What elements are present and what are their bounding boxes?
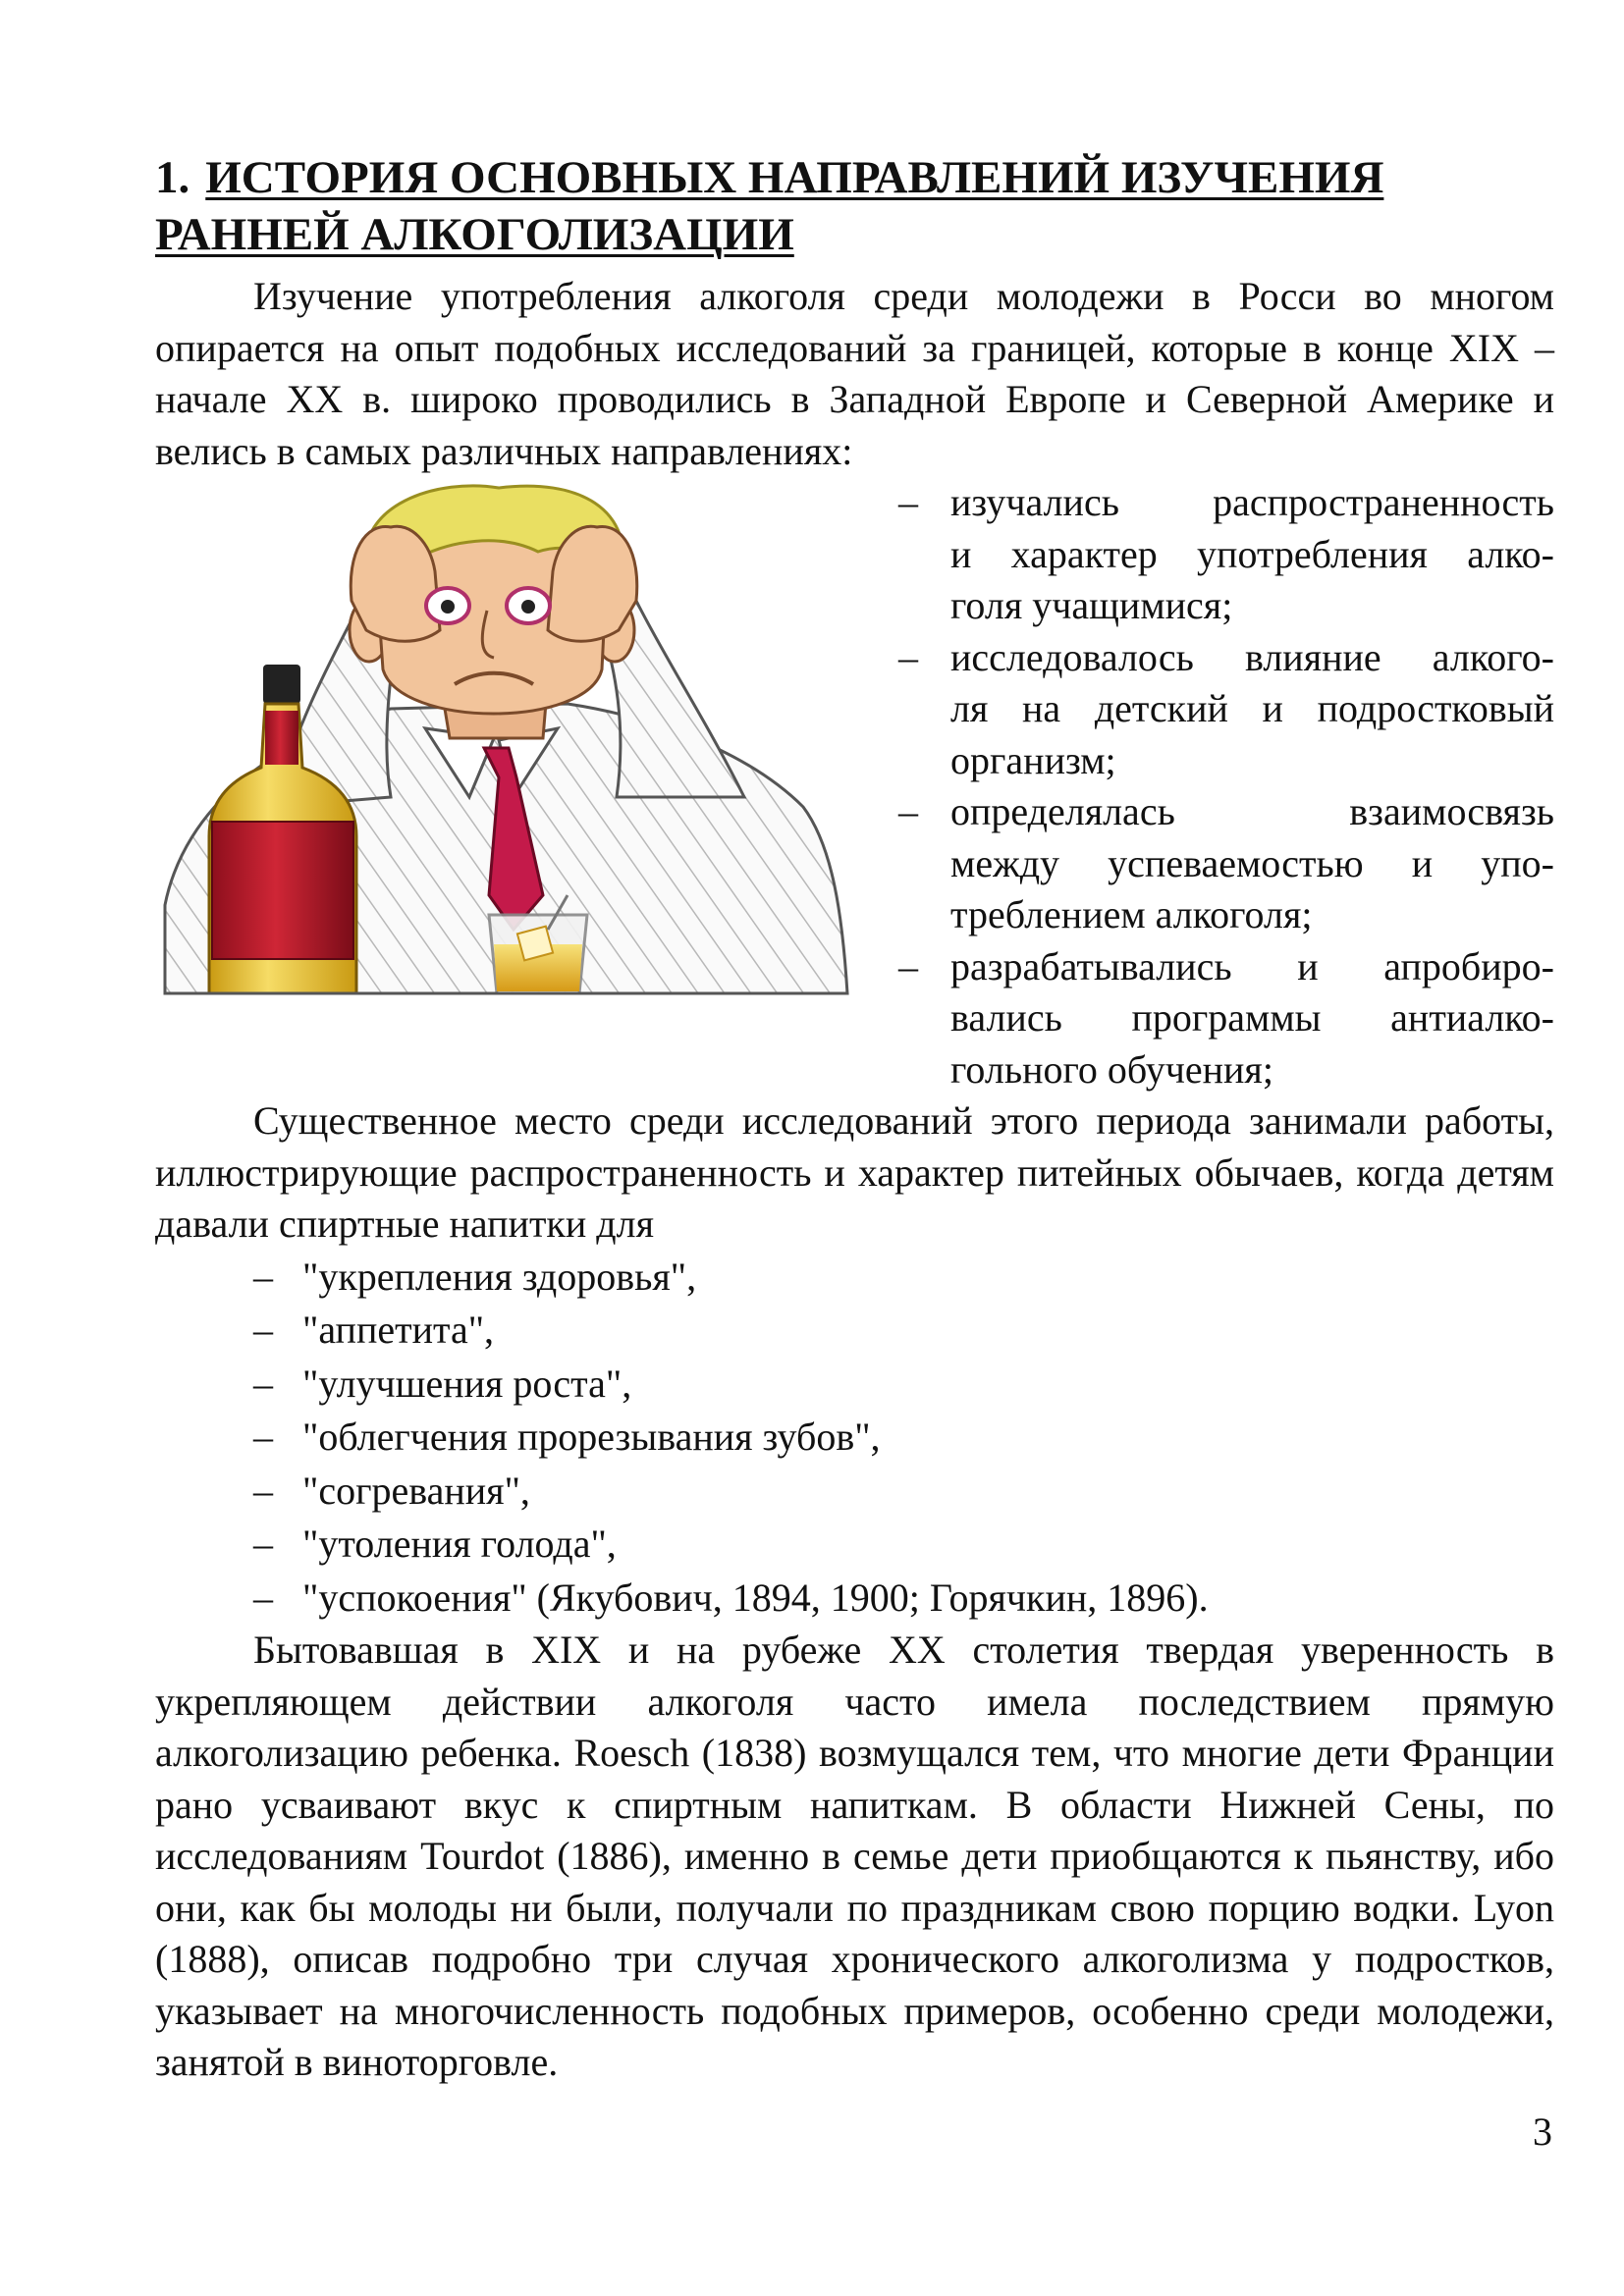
list-item: – "облегчения прорезывания зубов", (253, 1411, 1554, 1465)
list-item: – разрабатывались и апробиро- вались программы антиалко- гольного обучения; (887, 941, 1554, 1096)
list-item: – "успокоения" (Якубович, 1894, 1900; Горячкин, 1896). (253, 1572, 1554, 1626)
paragraph-drinking-customs: Существенное место среди исследований этого периода занимали работы, иллюстрирующие распространенность и характер питейных обычаев, когда детям давали спиртные напитки для (155, 1098, 1554, 1246)
section-title-line-1: ИСТОРИЯ ОСНОВНЫХ НАПРАВЛЕНИЙ ИЗУЧЕНИЯ (205, 152, 1384, 203)
list-item: – исследовалось влияние алкого- ля на детский и подростковый организм; (887, 632, 1554, 787)
list-item: – определялась взаимосвязь между успеваемостью и упо- треблением алкоголя; (887, 786, 1554, 941)
research-directions-list (887, 477, 1554, 1095)
list-item: – "аппетита", (253, 1304, 1554, 1358)
drunk-man-with-bottle-illustration (155, 483, 862, 1013)
section-number: 1. (155, 152, 190, 203)
section-heading (155, 149, 1554, 263)
illustration-and-list-row (155, 477, 1554, 1095)
intro-paragraph: Изучение употребления алкоголя среди молодежи в Росси во многом опирается на опыт подобных исследований за границей, которые в конце XIX – начале XX в. широко проводились в Западной Европе и Северной Америке и велись в самых различных направлениях: (155, 274, 1554, 473)
paragraph-alcoholization: Бытовавшая в XIX и на рубеже XX столетия твердая уверенность в укрепляющем действии алкоголя часто имела последствием прямую алкоголизацию ребенка. Roesch (1838) возмущался тем, что многие дети Франции рано усваивают вкус к спиртным напиткам. В области Нижней Сены, по исследованиям Tourdot (1886), именно в семье дети приобщаются к пьянству, ибо они, как бы молоды ни были, получали по праздникам свою порцию водки. Lyon (1888), описав подробно три случая хронического алкоголизма у подростков, указывает на многочисленность подобных примеров, особенно среди молодежи, занятой в виноторговле. (155, 1628, 1554, 2084)
list-item: – "улучшения роста", (253, 1358, 1554, 1412)
list-item: – изучались распространенность и характер употребления алко- голя учащимися; (887, 477, 1554, 632)
document-page (155, 149, 1554, 2089)
list-item: – "укрепления здоровья", (253, 1251, 1554, 1305)
page-number: 3 (1533, 2109, 1552, 2154)
illustration-svg (155, 483, 862, 1013)
reasons-list (155, 1251, 1554, 1626)
list-item: – "утоления голода", (253, 1518, 1554, 1572)
list-item: – "согревания", (253, 1465, 1554, 1519)
section-title-line-2: РАННЕЙ АЛКОГОЛИЗАЦИИ (155, 209, 794, 260)
